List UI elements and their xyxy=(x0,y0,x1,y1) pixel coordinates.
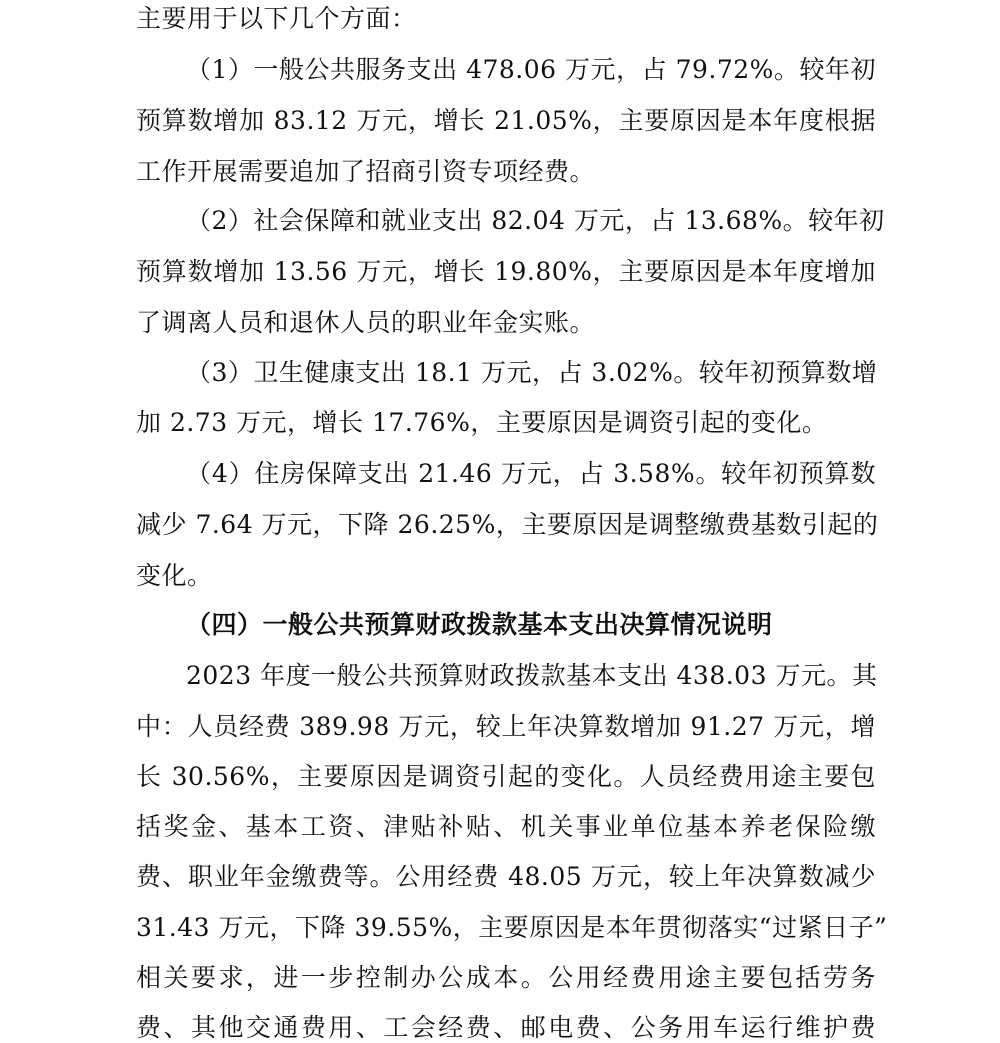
text-line: （3）卫生健康支出 18.1 万元，占 3.02%。较年初预算数增 xyxy=(186,358,878,387)
text-line: 减少 7.64 万元，下降 26.25%，主要原因是调整缴费基数引起的 xyxy=(136,510,879,539)
text-line: 了调离人员和退休人员的职业年金实账。 xyxy=(136,308,596,337)
text-line: 2023 年度一般公共预算财政拨款基本支出 438.03 万元。其 xyxy=(186,661,878,690)
text-line: （1）一般公共服务支出 478.06 万元，占 79.72%。较年初 xyxy=(186,55,876,84)
text-line: 变化。 xyxy=(136,561,213,590)
text-line: 长 30.56%，主要原因是调资引起的变化。人员经费用途主要包 xyxy=(136,762,876,791)
text-line: 相关要求，进一步控制办公成本。公用经费用途主要包括劳务 xyxy=(136,963,876,992)
text-line: 中：人员经费 389.98 万元，较上年决算数增加 91.27 万元，增 xyxy=(136,712,876,741)
text-line: 预算数增加 83.12 万元，增长 21.05%，主要原因是本年度根据 xyxy=(136,106,876,135)
section-heading: （四）一般公共预算财政拨款基本支出决算情况说明 xyxy=(186,610,773,639)
text-line: 预算数增加 13.56 万元，增长 19.80%，主要原因是本年度增加 xyxy=(136,257,876,286)
text-line: 费、职业年金缴费等。公用经费 48.05 万元，较上年决算数减少 xyxy=(136,862,876,891)
text-line: （4）住房保障支出 21.46 万元，占 3.58%。较年初预算数 xyxy=(186,459,876,488)
text-line: 31.43 万元，下降 39.55%，主要原因是本年贯彻落实“过紧日子” xyxy=(136,913,888,942)
text-line: 费、其他交通费用、工会经费、邮电费、公务用车运行维护费 xyxy=(136,1013,876,1042)
text-line: 加 2.73 万元，增长 17.76%，主要原因是调资引起的变化。 xyxy=(136,408,828,437)
text-line: 工作开展需要追加了招商引资专项经费。 xyxy=(136,157,596,186)
text-line: 括奖金、基本工资、津贴补贴、机关事业单位基本养老保险缴 xyxy=(136,812,876,841)
text-line: 主要用于以下几个方面： xyxy=(136,4,417,33)
text-line: （2）社会保障和就业支出 82.04 万元，占 13.68%。较年初 xyxy=(186,206,885,235)
